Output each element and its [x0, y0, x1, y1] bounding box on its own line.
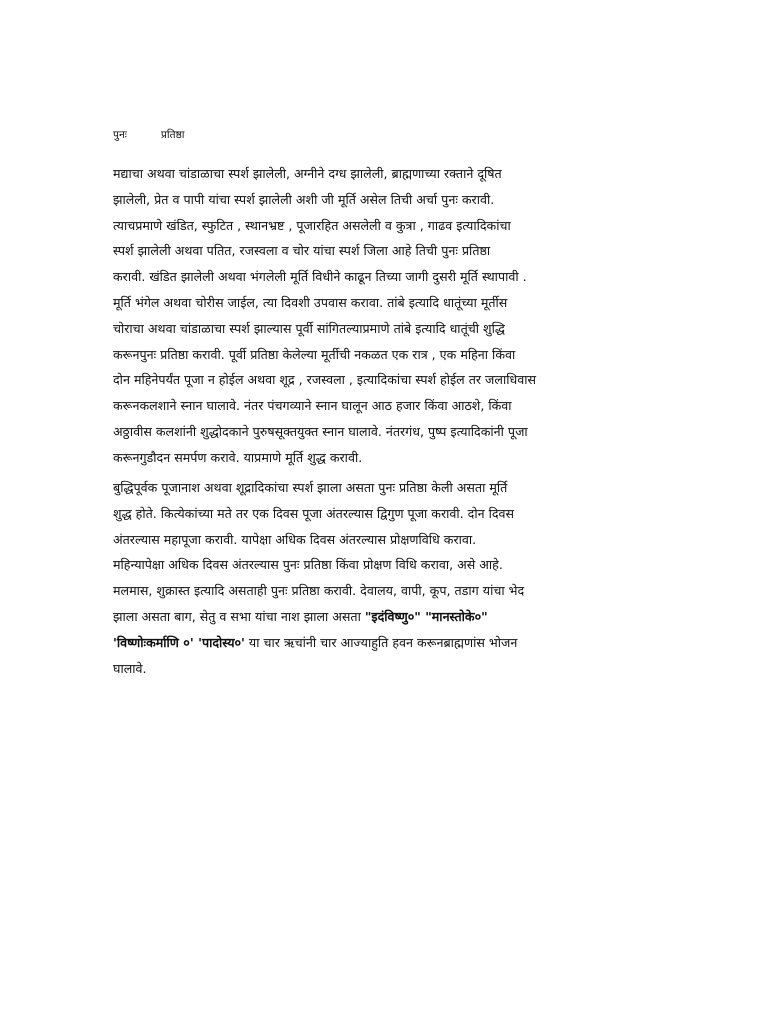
paragraph-line: त्याचप्रमाणे खंडित, स्फुटित , स्थानभ्रष्ट , पूजारहित असलेली व कुत्रा , गाढव इत्यादिकांचा — [113, 217, 511, 233]
paragraph-line: मलमास, शुक्रास्त इत्यादि असताही पुनः प्रतिष्ठा करावी. देवालय, वापी, कूप, तडाग यांचा भेद — [113, 583, 525, 599]
paragraph-line: स्पर्श झालेली अथवा पतित, रजस्वला व चोर यांचा स्पर्श जिला आहे तिची पुनः प्रतिष्ठा — [113, 243, 491, 259]
paragraph-line: मूर्ति भंगेल अथवा चोरीस जाईल, त्या दिवशी उपवास करावा. तांबे इत्यादि धातूंच्या मूर्तीस — [113, 294, 508, 310]
heading-word-pratishtha: प्रतिष्ठा — [160, 129, 185, 141]
paragraph-line: करूनकलशाने स्नान घालावे. नंतर पंचगव्याने स्नान घालून आठ हजार किंवा आठशे, किंवा — [113, 398, 512, 414]
heading-word-punah: पुनः — [113, 129, 127, 141]
line-text: झाला असता बाग, सेतु व सभा यांचा नाश झाला असता — [113, 608, 365, 624]
section-heading — [113, 128, 185, 142]
paragraph-line: अठ्ठावीस कलशांनी शुद्धोदकाने पुरुषसूक्तयुक्त स्नान घालावे. नंतरगंध, पुष्प इत्यादिकांनी पूजा — [113, 423, 528, 439]
paragraph-line: अंतरल्यास महापूजा करावी. यापेक्षा अधिक दिवस अंतरल्यास प्रोक्षणविधि करावा. — [113, 531, 477, 547]
paragraph-line: महिन्यापेक्षा अधिक दिवस अंतरल्यास पुनः प्रतिष्ठा किंवा प्रोक्षण विधि करावा, असे आहे. — [113, 557, 503, 573]
mantra-text: 'विष्णोःकर्माणि ०' 'पादोस्य०' — [113, 634, 245, 650]
paragraph-line: करूनपुनः प्रतिष्ठा करावी. पूर्वी प्रतिष्ठा केलेल्या मूर्तीची नकळत एक रात्र , एक महिना किंवा — [113, 346, 516, 362]
paragraph-line: शुद्ध होते. कित्येकांच्या मते तर एक दिवस पूजा अंतरल्यास द्विगुण पूजा करावी. दोन दिवस — [113, 505, 515, 521]
paragraph-line: चोराचा अथवा चांडाळाचा स्पर्श झाल्यास पूर्वी सांगितल्याप्रमाणे तांबे इत्यादि धातूंची शुद्धि — [113, 320, 505, 336]
paragraph-line: झालेली, प्रेत व पापी यांचा स्पर्श झालेली अशी जी मूर्ति असेल तिची अर्चा पुनः करावी. — [113, 191, 495, 207]
paragraph-line: बुद्धिपूर्वक पूजानाश अथवा शूद्रादिकांचा स्पर्श झाला असता पुनः प्रतिष्ठा केली असता मूर्ति — [113, 480, 508, 495]
paragraph-line: दोन महिनेपर्यंत पूजा न होईल अथवा शूद्र , रजस्वला , इत्यादिकांचा स्पर्श होईल तर जलाधिवास — [113, 372, 536, 388]
paragraph-line: करूनगुडौदन समर्पण करावे. याप्रमाणे मूर्ति शुद्ध करावी. — [113, 449, 363, 465]
paragraph-line: घालावे. — [113, 660, 147, 676]
paragraph-line: मद्याचा अथवा चांडाळाचा स्पर्श झालेली, अग्नीने दग्ध झालेली, ब्राह्मणाच्या रक्ताने दूषित — [113, 166, 502, 181]
paragraph-2 — [113, 475, 653, 681]
paragraph-line — [113, 604, 653, 630]
paragraph-1 — [113, 161, 653, 471]
paragraph-line: करावी. खंडित झालेली अथवा भंगलेली मूर्ति विधीने काढून तिच्या जागी दुसरी मूर्ति स्थापावी . — [113, 269, 527, 285]
line-text: या चार ऋचांनी चार आज्याहुति हवन करूनब्राह्मणांस भोजन — [244, 634, 518, 650]
mantra-text: "इदंविष्णु०" "मानस्तोके०" — [364, 608, 488, 624]
paragraph-line — [113, 630, 653, 656]
